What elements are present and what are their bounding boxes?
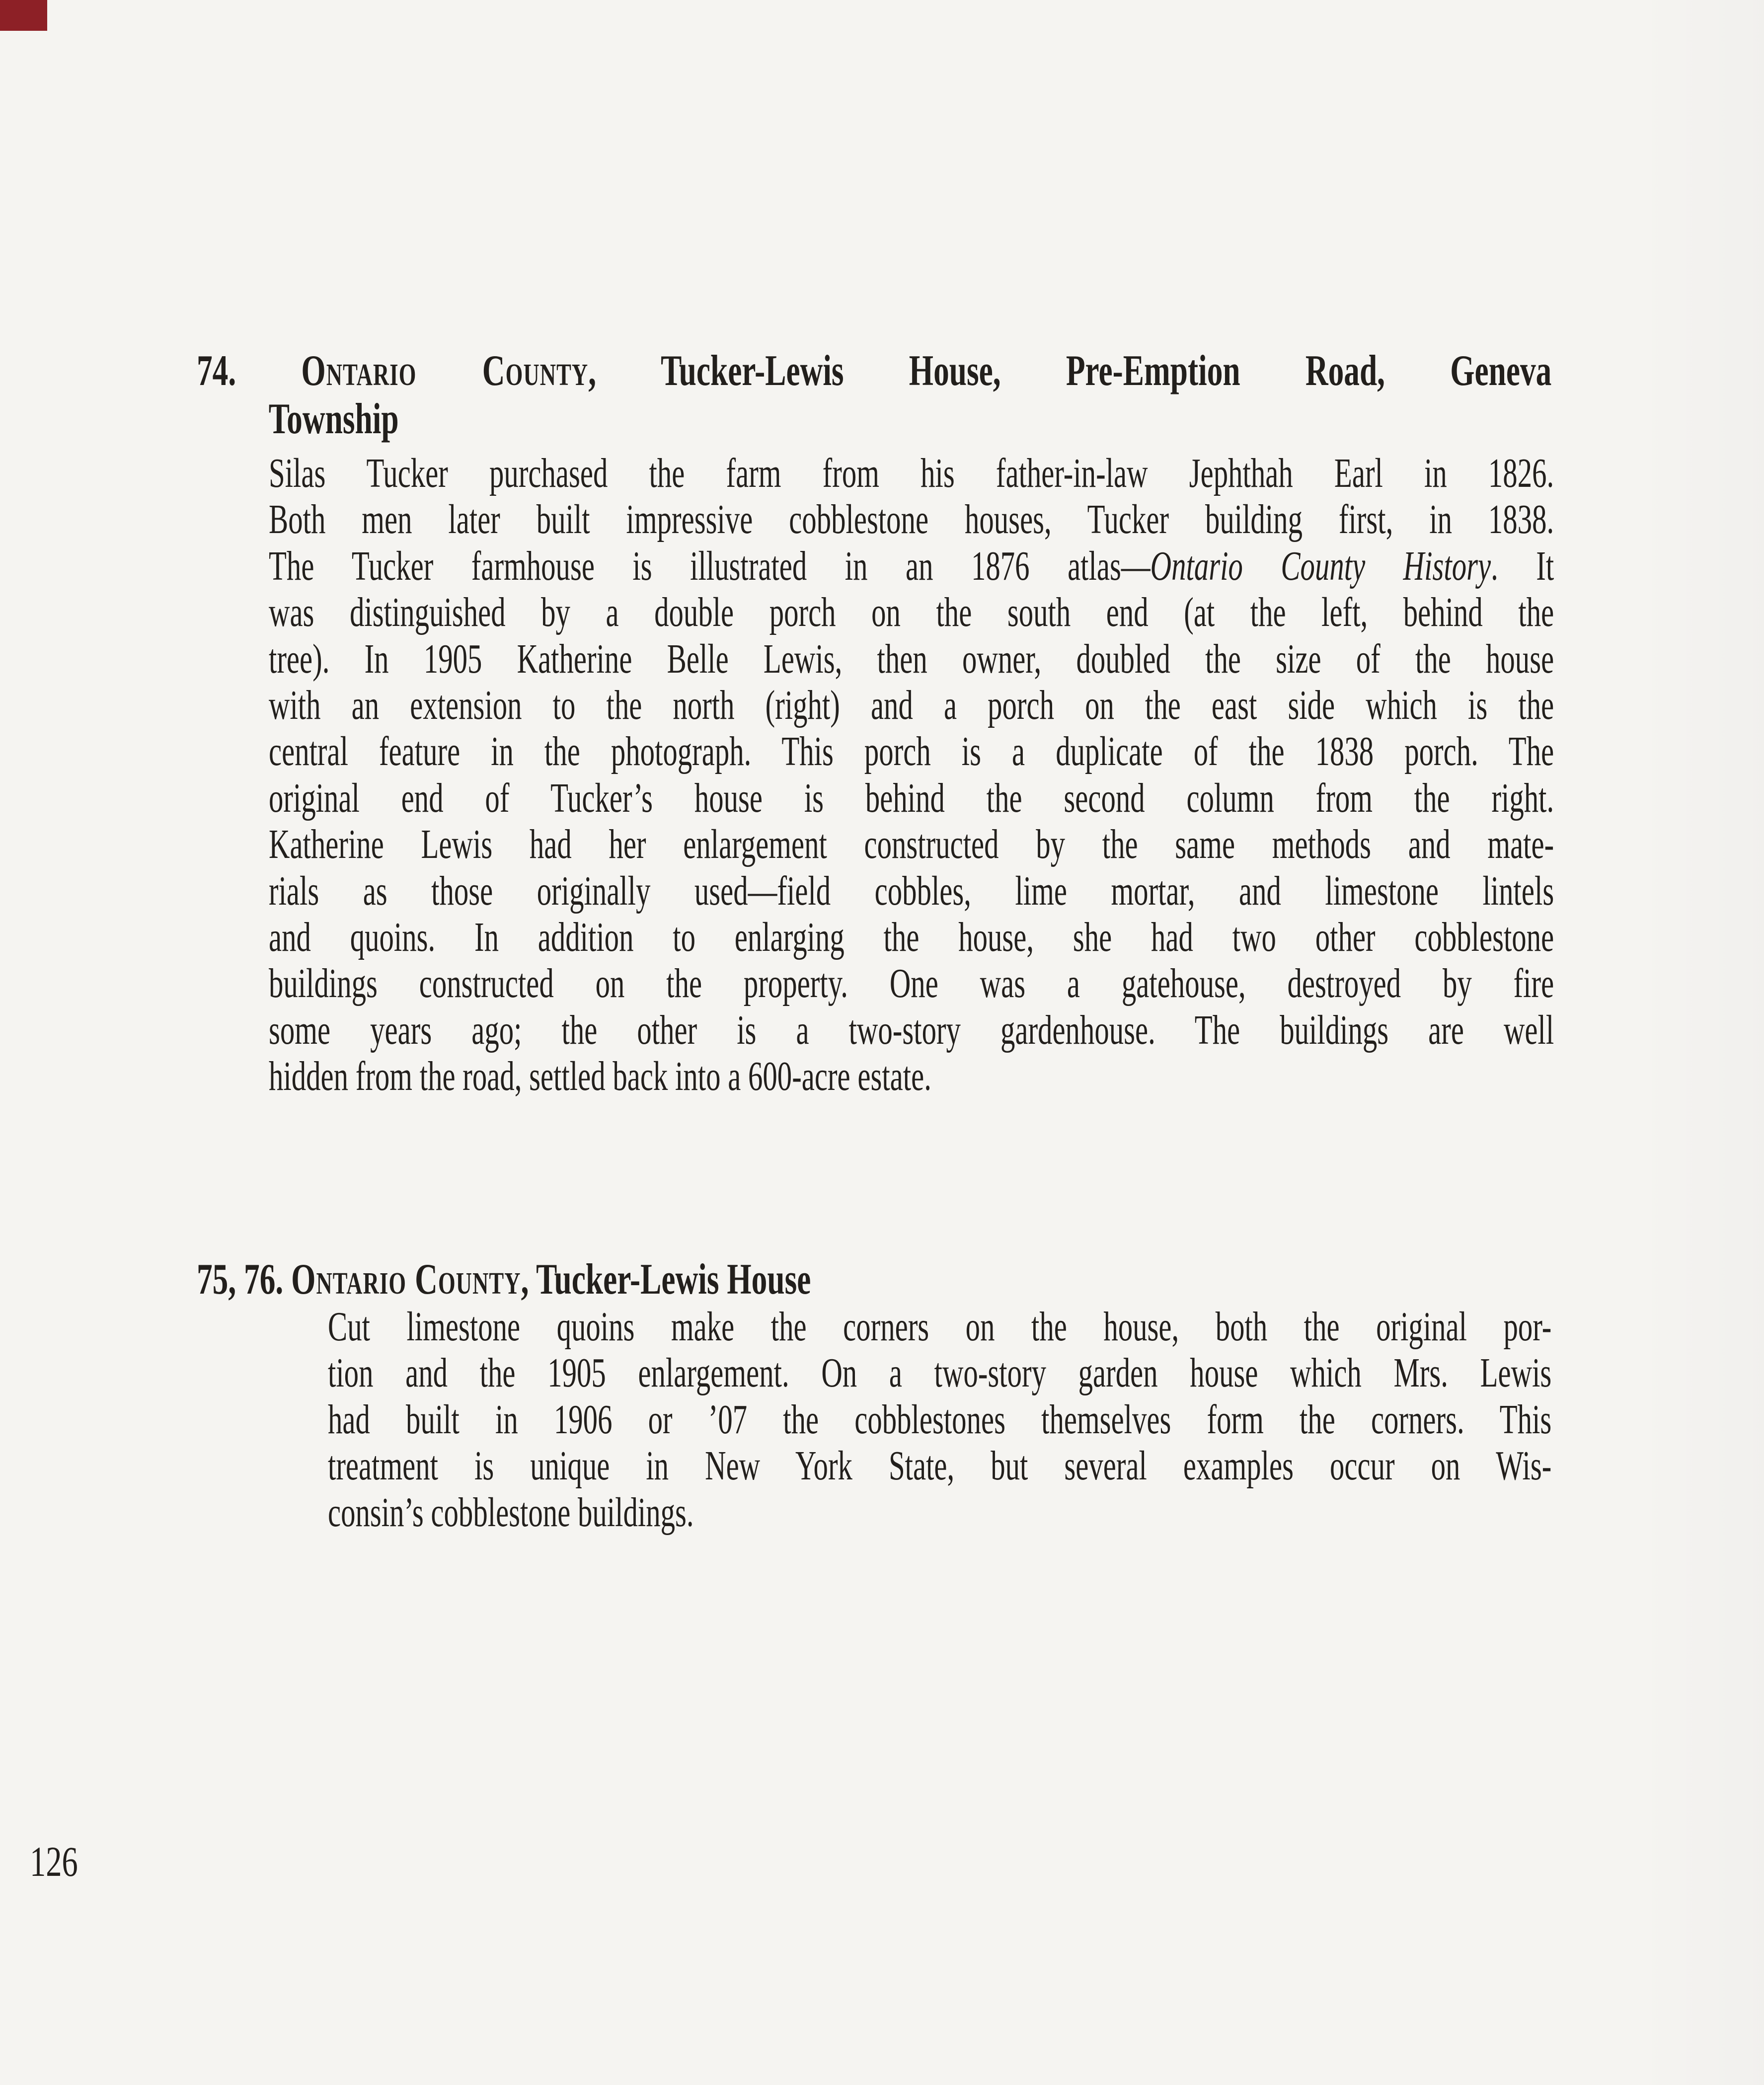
- text-segment: 75, 76.: [197, 1255, 292, 1304]
- scan-corner-artifact: [0, 0, 47, 31]
- body-text-line: [269, 682, 1554, 728]
- text-segment: Cut limestone quoins make the corners on the house, both the original por-: [328, 1304, 1552, 1350]
- text-segment: Katherine Lewis had her enlargement constructed by the same methods and mate-: [269, 821, 1554, 868]
- text-segment: The Tucker farmhouse is illustrated in an 1876 atlas—: [269, 542, 1150, 589]
- body-text-line: [328, 1304, 1551, 1350]
- text-segment: with an extension to the north (right) and a porch on the east side which is the: [269, 682, 1554, 729]
- entry-74-body: [269, 450, 1554, 1100]
- small-caps-text: Ontario County: [301, 347, 589, 395]
- entry-74-heading: [197, 347, 1551, 443]
- body-text-line: [269, 868, 1554, 914]
- text-segment: and quoins. In addition to enlarging the house, she had two other cobblestone: [269, 914, 1554, 961]
- text-segment: hidden from the road, settled back into a 600-acre estate.: [269, 1053, 931, 1100]
- text-segment: treatment is unique in New York State, but several examples occur on Wis-: [328, 1443, 1552, 1489]
- entry-75-76-heading: [197, 1255, 1551, 1304]
- text-segment: Township: [268, 395, 399, 443]
- body-text-line: [269, 1007, 1554, 1053]
- body-text-line: [269, 960, 1554, 1006]
- text-segment: , Tucker-Lewis House: [521, 1255, 811, 1304]
- text-segment: had built in 1906 or ’07 the cobblestones themselves form the corners. This: [328, 1396, 1552, 1443]
- text-segment: . It: [1491, 542, 1554, 589]
- text-segment: some years ago; the other is a two-story gardenhouse. The buildings are well: [269, 1006, 1554, 1053]
- page-number: 126: [30, 1838, 78, 1885]
- body-text-line: [269, 914, 1554, 960]
- italic-text: Ontario County History: [1150, 542, 1491, 589]
- body-text-line: [269, 728, 1554, 774]
- body-text-line: [269, 1053, 1554, 1099]
- body-text-line: [269, 496, 1554, 542]
- heading-line: [197, 347, 1551, 395]
- text-segment: Both men later built impressive cobblestone houses, Tucker building first, in 1838.: [269, 496, 1554, 543]
- body-text-line: [269, 589, 1554, 635]
- body-text-line: [269, 543, 1554, 589]
- heading-line: [197, 1255, 1551, 1304]
- text-segment: , Tucker-Lewis House, Pre-Emption Road, Geneva: [588, 347, 1552, 395]
- text-segment: consin’s cobblestone buildings.: [328, 1489, 694, 1536]
- body-text-line: [328, 1396, 1551, 1443]
- body-text-line: [328, 1443, 1551, 1489]
- body-text-line: [328, 1350, 1551, 1396]
- text-segment: original end of Tucker’s house is behind the second column from the right.: [269, 774, 1554, 821]
- text-segment: buildings constructed on the property. One was a gatehouse, destroyed by fire: [269, 960, 1554, 1007]
- text-segment: central feature in the photograph. This porch is a duplicate of the 1838 porch. The: [269, 728, 1554, 775]
- body-text-line: [269, 636, 1554, 682]
- text-segment: was distinguished by a double porch on the south end (at the left, behind the: [269, 589, 1554, 636]
- body-text-line: [269, 450, 1554, 496]
- heading-line: [197, 395, 1551, 443]
- text-segment: tree). In 1905 Katherine Belle Lewis, then owner, doubled the size of the house: [269, 635, 1554, 682]
- entry-75-76-body: [328, 1304, 1551, 1536]
- body-text-line: [269, 775, 1554, 821]
- text-segment: Silas Tucker purchased the farm from his father-in-law Jephthah Earl in 1826.: [269, 450, 1554, 496]
- text-segment: tion and the 1905 enlargement. On a two-story garden house which Mrs. Lewis: [328, 1350, 1552, 1396]
- small-caps-text: Ontario County: [291, 1255, 521, 1304]
- body-text-line: [269, 821, 1554, 867]
- text-segment: 74.: [197, 347, 302, 395]
- body-text-line: [328, 1489, 1551, 1536]
- text-segment: rials as those originally used—field cobbles, lime mortar, and limestone lintels: [269, 867, 1554, 914]
